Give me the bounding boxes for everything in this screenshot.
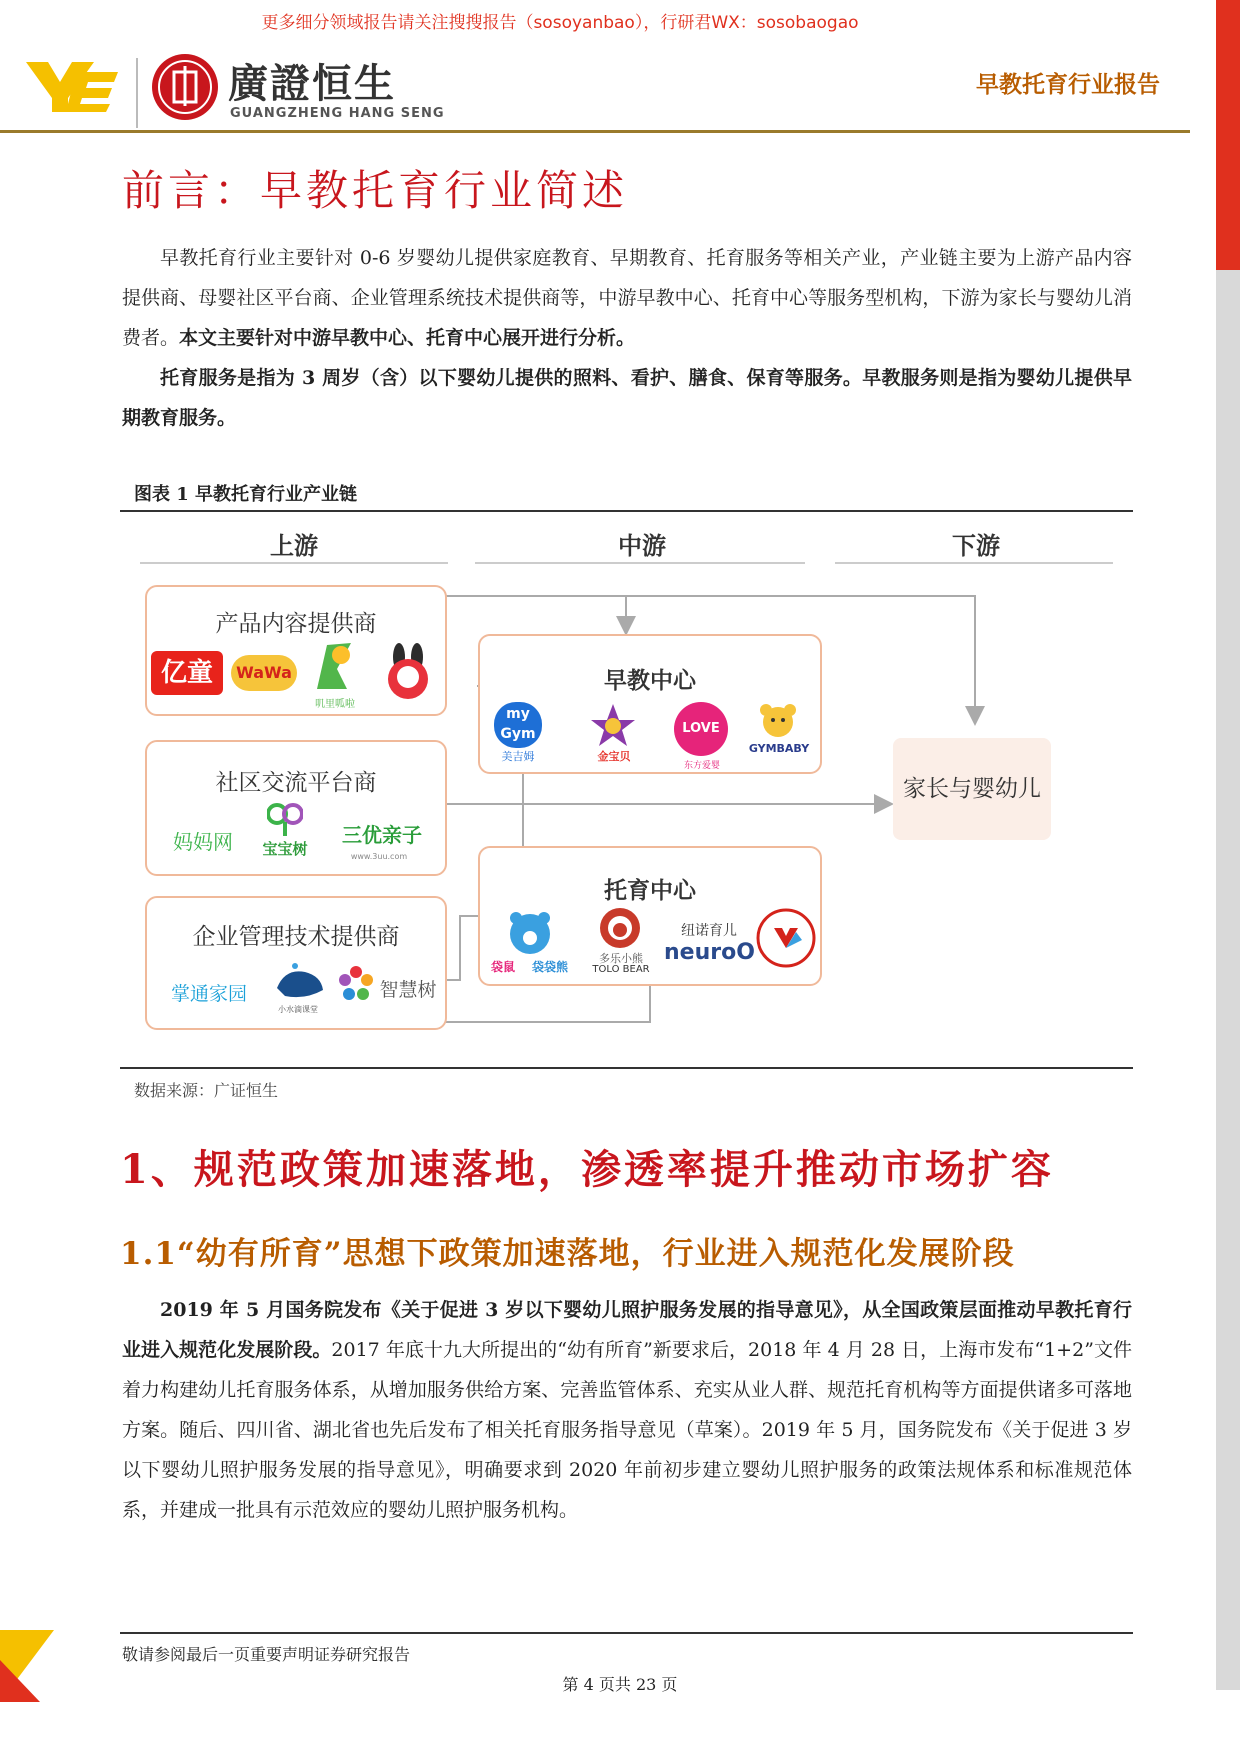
whale-logo-icon [275, 962, 325, 1002]
niunuo-label: 纽诺育儿 [681, 923, 737, 939]
ye-logo-icon [26, 58, 118, 114]
section-1-1-title: 1.1“幼有所育”思想下政策加速落地，行业进入规范化发展阶段 [120, 1236, 1015, 1272]
meijimu-label: 美吉姆 [501, 750, 535, 763]
gymboree-label: 金宝贝 [597, 750, 631, 763]
logo-divider [136, 58, 138, 128]
upstream-box-community [145, 740, 447, 876]
report-tag: 早教托育行业报告 [976, 72, 1160, 98]
gymbaby-label: GYMBABY [748, 742, 810, 755]
mygym-logo: my Gym [494, 702, 542, 748]
footer-rule [120, 1632, 1133, 1634]
midstream-box-early-education [478, 634, 822, 774]
midstream-box-title: 托育中心 [604, 878, 696, 904]
upstream-box-title: 企业管理技术提供商 [192, 924, 400, 950]
figure-source: 数据来源：广证恒生 [134, 1081, 279, 1100]
babybus-logo-icon [379, 643, 437, 701]
gymboree-logo-icon [590, 702, 636, 748]
tier-line-midstream [475, 562, 805, 564]
header-rule [0, 130, 1190, 133]
section-1-bold: 2019 年 5 月国务院发布《关于促进 3 岁以下婴幼儿照护服务发展的指导意见》，从全国政策层面推动早教托育行业进入规范化发展阶段。 [122, 1299, 1132, 1361]
baobaoshu-logo: 宝宝树 [262, 840, 308, 858]
love-logo: LOVE [674, 702, 728, 756]
section-1-title: 1、规范政策加速落地，渗透率提升推动市场扩容 [120, 1146, 1054, 1193]
midstream-box-childcare [478, 846, 822, 986]
page-number: 第 4 页共 23 页 [562, 1675, 678, 1694]
preface-p2-bold: 托育服务是指为 3 周岁（含）以下婴幼儿提供的照料、看护、膳食、保育等服务。早教服务则是指为婴幼儿提供早期教育服务。 [122, 367, 1132, 429]
upstream-box-title: 社区交流平台商 [215, 770, 377, 796]
tolo-bear-label: TOLO BEAR [592, 964, 650, 975]
preface-paragraph-2 [122, 358, 1132, 438]
top-banner[interactable]: 更多细分领域报告请关注搜搜报告（sosoyanbao），行研君WX：sosobaogao [261, 13, 859, 33]
gymbaby-bear-icon [758, 700, 798, 740]
babytree-logo-icon [267, 802, 303, 836]
daidaixiong-label: 袋袋熊 [531, 960, 568, 974]
parrot-logo-icon [307, 639, 363, 695]
upstream-box-product-content [145, 585, 447, 716]
section-1-text: 2017 年底十九大所提出的“幼有所育”新要求后，2018 年 4 月 28 日，上海市发布“1+2”文件着力构建幼儿托育服务体系，从增加服务供给方案、完善监管体系、充实从业人群、规范托育机构等方面提供诸多可落地方案。随后、四川省、湖北省也先后发布了相关托育服务指导意见（草案）。2019 年 5 月，国务院发布《关于促进 3 岁以下婴幼儿照护服务发展的指导意见》，明确要求到 2020 年前初步建立婴幼儿照护服务的政策法规体系和标准规范体系，并建成一批具有示范效应的婴幼儿照护服务机构。 [122, 1339, 1132, 1521]
xiaoshuidi-label: 小水滴课堂 [278, 1005, 318, 1014]
tier-label-midstream: 中游 [618, 532, 666, 560]
neuroo-logo: neuroO [664, 940, 755, 965]
preface-paragraph-1 [122, 238, 1132, 358]
daishu-label: 袋鼠 [490, 960, 515, 974]
duole-xiaoxiong-label: 多乐小熊 [599, 952, 643, 965]
guangzheng-seal-icon [152, 54, 218, 120]
figure-title: 图表 1 早教托育行业产业链 [134, 484, 358, 505]
preface-p1-bold: 本文主要针对中游早教中心、托育中心展开进行分析。 [179, 327, 636, 349]
tier-label-downstream: 下游 [952, 532, 1000, 560]
yitong-logo: 亿童 [151, 651, 223, 695]
preface-title: 前言：早教托育行业简述 [122, 166, 629, 215]
childcare-badge-icon [756, 908, 816, 968]
figure-bottom-rule [120, 1067, 1133, 1069]
tier-line-upstream [140, 562, 448, 564]
brand-name-cn: 廣證恒生 [228, 61, 396, 107]
jiliguala-label: 叽里呱啦 [315, 699, 355, 710]
brand-name-en: GUANGZHENG HANG SENG [230, 106, 445, 121]
preface-p1-text: 早教托育行业主要针对 0-6 岁婴幼儿提供家庭教育、早期教育、托育服务等相关产业，产业链主要为上游产品内容提供商、母婴社区平台商、企业管理系统技术提供商等，中游早教中心、托育中心等服务型机构，下游为家长与婴幼儿消费者。 [122, 247, 1132, 349]
zhangtong-jiayuan-logo: 掌通家园 [170, 983, 247, 1005]
upstream-box-management-tech [145, 896, 447, 1030]
right-accent-strip-gray [1216, 270, 1240, 1690]
sanyou-url: www.3uu.com [350, 852, 408, 861]
tier-line-downstream [835, 562, 1113, 564]
section-1-body [122, 1290, 1132, 1530]
right-accent-strip-red [1216, 0, 1240, 270]
tier-label-upstream: 上游 [270, 532, 318, 560]
sanyou-qinzi-logo: 三优亲子 [342, 823, 422, 847]
zhihuishu-logo-icon [337, 964, 375, 1002]
tolo-bear-logo-icon [598, 906, 642, 950]
mamawang-logo: 妈妈网 [173, 830, 233, 854]
section-1-paragraph [122, 1290, 1132, 1530]
preface-body [122, 238, 1132, 438]
midstream-box-title: 早教中心 [604, 668, 696, 694]
kangaroo-bear-logo-icon [496, 908, 562, 958]
footer-disclaimer: 敬请参阅最后一页重要声明证券研究报告 [122, 1645, 411, 1664]
dongfang-aiying-label: 东方爱婴 [683, 761, 720, 771]
downstream-box-parents-infants: 家长与婴幼儿 [893, 738, 1051, 840]
figure-top-rule [120, 510, 1133, 512]
wawa-logo: WaWa [231, 655, 297, 691]
zhihuishu-logo: 智慧树 [379, 979, 437, 1001]
upstream-box-title: 产品内容提供商 [215, 611, 377, 637]
